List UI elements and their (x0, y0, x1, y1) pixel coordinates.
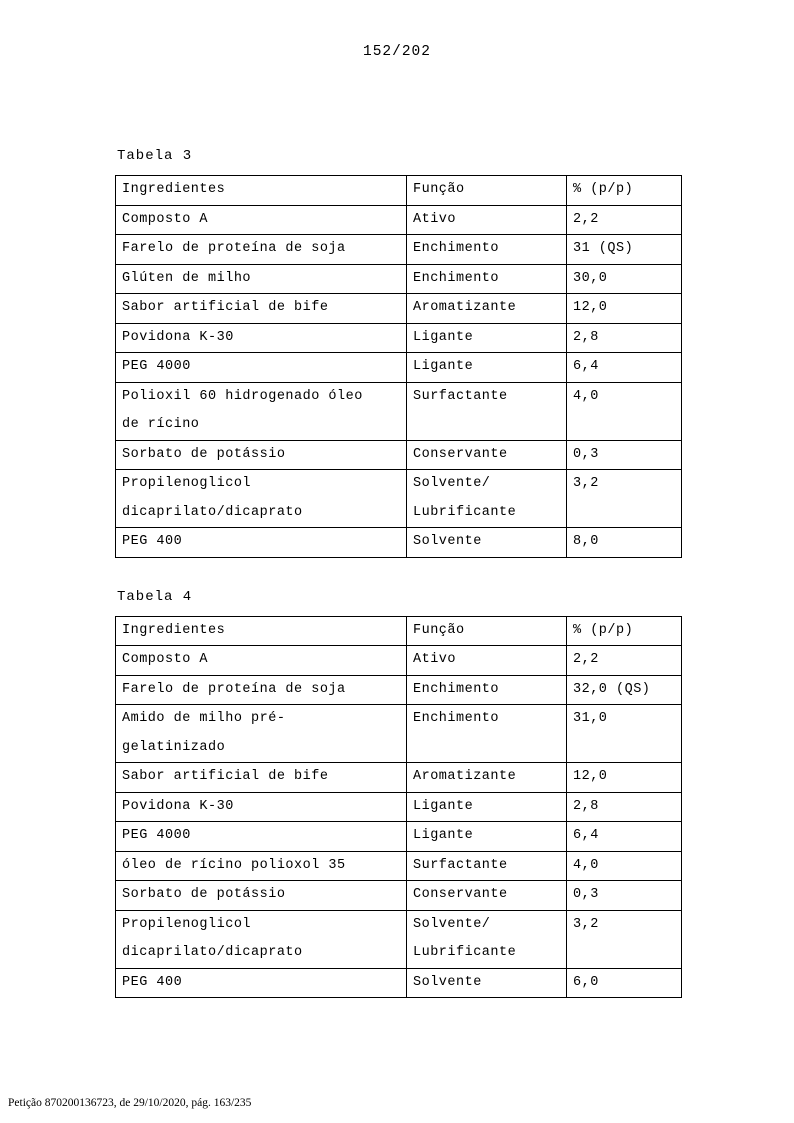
table-cell: Conservante (407, 881, 567, 911)
table-header-row (116, 176, 682, 206)
table-cell: Farelo de proteína de soja (116, 235, 407, 265)
table-cell: Sabor artificial de bife (116, 294, 407, 324)
table-cell: 31 (QS) (567, 235, 682, 265)
table-cell: Ativo (407, 646, 567, 676)
table-cell: Ativo (407, 205, 567, 235)
table-row (116, 353, 682, 383)
table-row (116, 235, 682, 265)
column-header: Função (407, 176, 567, 206)
table-row (116, 440, 682, 470)
table-cell: Polioxil 60 hidrogenado óleo de rícino (116, 382, 407, 440)
table-cell: Conservante (407, 440, 567, 470)
table-cell: 0,3 (567, 881, 682, 911)
table-row (116, 264, 682, 294)
column-header: % (p/p) (567, 176, 682, 206)
table-cell: Enchimento (407, 675, 567, 705)
table-cell: 0,3 (567, 440, 682, 470)
table-cell: Sabor artificial de bife (116, 763, 407, 793)
table-cell: Solvente (407, 968, 567, 998)
table-row (116, 968, 682, 998)
table-cell: Farelo de proteína de soja (116, 675, 407, 705)
table-cell: 2,2 (567, 646, 682, 676)
table-cell: Solvente (407, 528, 567, 558)
table-row (116, 705, 682, 763)
table-cell: 30,0 (567, 264, 682, 294)
table-row (116, 646, 682, 676)
table-cell: Enchimento (407, 264, 567, 294)
table-row (116, 205, 682, 235)
table-cell: Surfactante (407, 382, 567, 440)
table-row (116, 822, 682, 852)
table-cell: Propilenoglicol dicaprilato/dicaprato (116, 470, 407, 528)
page-number: 152/202 (363, 44, 431, 60)
table-cell: PEG 400 (116, 968, 407, 998)
table-header-row (116, 616, 682, 646)
table-row (116, 763, 682, 793)
table-cell: PEG 4000 (116, 353, 407, 383)
table-cell: 2,8 (567, 792, 682, 822)
table-cell: 32,0 (QS) (567, 675, 682, 705)
ingredients-table (115, 175, 682, 558)
table-cell: 31,0 (567, 705, 682, 763)
table-cell: Aromatizante (407, 294, 567, 324)
table-cell: Sorbato de potássio (116, 881, 407, 911)
table-cell: Composto A (116, 205, 407, 235)
column-header: Função (407, 616, 567, 646)
table-cell: 8,0 (567, 528, 682, 558)
table-cell: Ligante (407, 792, 567, 822)
table-row (116, 294, 682, 324)
table-cell: óleo de rícino polioxol 35 (116, 851, 407, 881)
table-cell: PEG 4000 (116, 822, 407, 852)
table-cell: 6,4 (567, 353, 682, 383)
column-header: % (p/p) (567, 616, 682, 646)
petition-footer: Petição 870200136723, de 29/10/2020, pág. 163/235 (8, 1097, 252, 1109)
table-cell: 6,4 (567, 822, 682, 852)
table-row (116, 881, 682, 911)
table-cell: 3,2 (567, 910, 682, 968)
table-cell: Enchimento (407, 705, 567, 763)
table-title: Tabela 3 (117, 148, 193, 164)
table-cell: 4,0 (567, 382, 682, 440)
page-content (115, 148, 681, 998)
table-cell: 12,0 (567, 763, 682, 793)
table-cell: Solvente/ Lubrificante (407, 470, 567, 528)
column-header: Ingredientes (116, 176, 407, 206)
table-row (116, 851, 682, 881)
table-cell: Povidona K-30 (116, 323, 407, 353)
ingredients-table (115, 616, 682, 999)
table-cell: 4,0 (567, 851, 682, 881)
table-cell: PEG 400 (116, 528, 407, 558)
table-row (116, 382, 682, 440)
table-row (116, 528, 682, 558)
table-cell: Ligante (407, 323, 567, 353)
column-header: Ingredientes (116, 616, 407, 646)
table-title: Tabela 4 (117, 588, 193, 605)
table-row (116, 323, 682, 353)
table-cell: Enchimento (407, 235, 567, 265)
table-cell: Surfactante (407, 851, 567, 881)
table-block-tabela-3 (115, 148, 681, 558)
table-cell: Propilenoglicol dicaprilato/dicaprato (116, 910, 407, 968)
table-cell: Ligante (407, 822, 567, 852)
table-block-tabela-4 (115, 589, 681, 999)
table-cell: Sorbato de potássio (116, 440, 407, 470)
table-row (116, 910, 682, 968)
table-cell: Ligante (407, 353, 567, 383)
table-cell: 2,8 (567, 323, 682, 353)
table-cell: Povidona K-30 (116, 792, 407, 822)
table-cell: 6,0 (567, 968, 682, 998)
table-cell: Composto A (116, 646, 407, 676)
table-cell: Solvente/ Lubrificante (407, 910, 567, 968)
table-row (116, 675, 682, 705)
table-cell: 2,2 (567, 205, 682, 235)
table-row (116, 470, 682, 528)
table-cell: 12,0 (567, 294, 682, 324)
table-cell: Aromatizante (407, 763, 567, 793)
table-cell: Glúten de milho (116, 264, 407, 294)
table-row (116, 792, 682, 822)
table-cell: Amido de milho pré- gelatinizado (116, 705, 407, 763)
table-cell: 3,2 (567, 470, 682, 528)
